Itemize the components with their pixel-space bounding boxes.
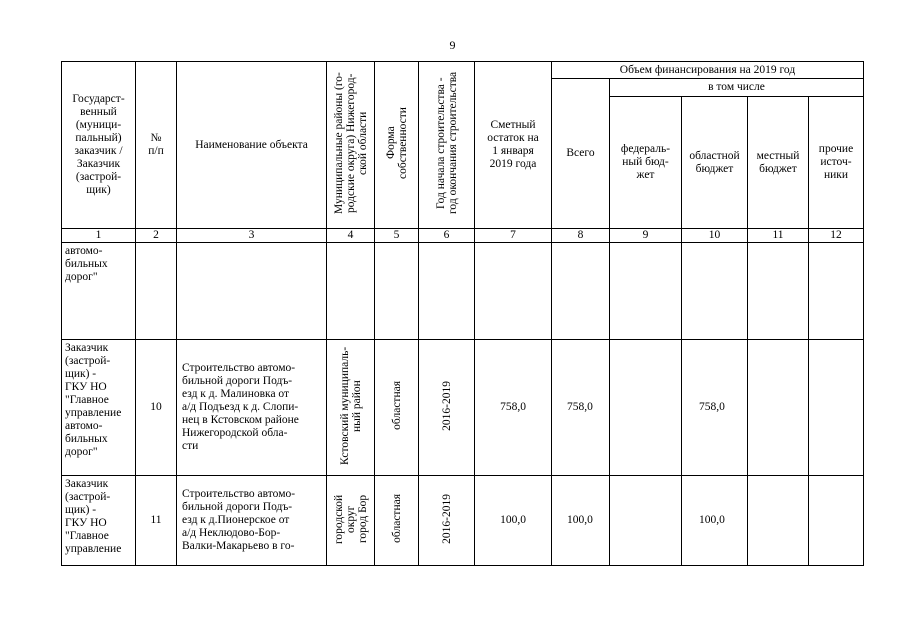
row-federal [610, 340, 682, 476]
row-num: 11 [136, 476, 177, 566]
header-total: Всего [552, 79, 610, 229]
col-number: 11 [748, 229, 809, 243]
header-local: местный бюджет [748, 97, 809, 229]
row-district [327, 243, 375, 340]
header-balance: Сметный остаток на 1 января 2019 года [475, 62, 552, 229]
table-row [62, 476, 864, 566]
financing-table [61, 61, 864, 566]
row-num: 10 [136, 340, 177, 476]
row-years [419, 243, 475, 340]
header-years: Год начала строительства - год окончания строительства [434, 71, 459, 215]
col-number: 4 [327, 229, 375, 243]
page-number: 9 [449, 38, 456, 52]
row-total: 100,0 [552, 476, 610, 566]
header-regional: областной бюджет [682, 97, 748, 229]
col-number: 1 [62, 229, 136, 243]
row-customer: автомо- бильных дорог" [62, 243, 136, 340]
col-number: 9 [610, 229, 682, 243]
col-number: 3 [177, 229, 327, 243]
header-other: прочие источ- ники [809, 97, 864, 229]
column-number-row [62, 229, 864, 243]
col-number: 5 [375, 229, 419, 243]
table-row [62, 340, 864, 476]
header-districts: Муниципальные районы (го- родские округа) Нижегород- ской области [332, 72, 369, 214]
row-object [177, 243, 327, 340]
row-balance: 758,0 [475, 340, 552, 476]
row-ownership: областная [390, 494, 403, 543]
row-regional [682, 243, 748, 340]
row-district: Кстовский муниципаль- ный район [338, 346, 363, 465]
row-federal [610, 476, 682, 566]
row-local [748, 476, 809, 566]
row-years: 2016-2019 [440, 380, 453, 431]
header-federal: федераль- ный бюд- жет [610, 97, 682, 229]
header-financing: Объем финансирования на 2019 год [552, 62, 864, 79]
col-number: 7 [475, 229, 552, 243]
row-other [809, 243, 864, 340]
row-local [748, 340, 809, 476]
row-balance [475, 243, 552, 340]
header-object-name: Наименование объекта [177, 62, 327, 229]
col-number: 6 [419, 229, 475, 243]
header-row-1 [62, 62, 864, 79]
row-years: 2016-2019 [440, 493, 453, 544]
header-num: № п/п [136, 62, 177, 229]
row-regional: 758,0 [682, 340, 748, 476]
row-balance: 100,0 [475, 476, 552, 566]
row-total [552, 243, 610, 340]
row-customer: Заказчик (застрой- щик) - ГКУ НО "Главное управление автомо- бильных дорог" [62, 340, 136, 476]
row-num [136, 243, 177, 340]
header-including: в том числе [610, 79, 864, 97]
row-local [748, 243, 809, 340]
row-other [809, 340, 864, 476]
col-number: 2 [136, 229, 177, 243]
row-district: городской округ город Бор [332, 493, 369, 544]
header-customer: Государст- венный (муници- пальный) заказчик / Заказчик (застрой- щик) [62, 62, 136, 229]
row-federal [610, 243, 682, 340]
row-ownership [375, 243, 419, 340]
row-total: 758,0 [552, 340, 610, 476]
row-customer: Заказчик (застрой- щик) - ГКУ НО "Главное управление [62, 476, 136, 566]
row-other [809, 476, 864, 566]
col-number: 10 [682, 229, 748, 243]
row-regional: 100,0 [682, 476, 748, 566]
col-number: 8 [552, 229, 610, 243]
row-object: Строительство автомо- бильной дороги Подъ- езд к д.Пионерское от а/д Неклюдово-Бор- Валки-Макарьево в го- [177, 476, 327, 566]
col-number: 12 [809, 229, 864, 243]
row-ownership: областная [390, 381, 403, 430]
row-object: Строительство автомо- бильной дороги Подъ- езд к д. Малиновка от а/д Подъезд к д. Слопи- нец в Кстовском районе Нижегородской обла- сти [177, 340, 327, 476]
header-ownership: Форма собственности [384, 107, 409, 179]
table-row [62, 243, 864, 340]
